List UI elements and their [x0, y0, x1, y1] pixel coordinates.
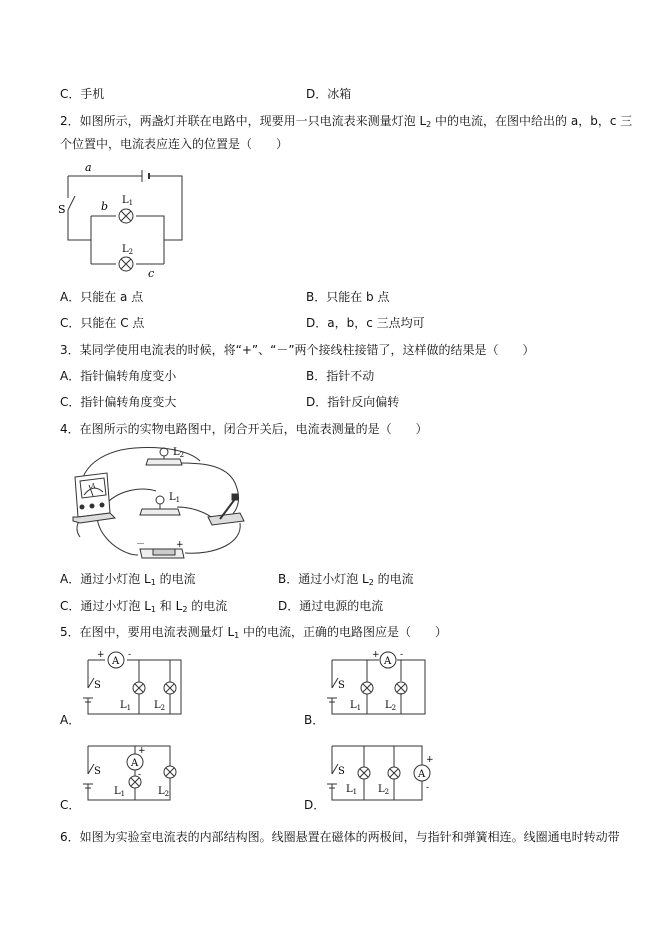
l1-label: $L_1$: [350, 700, 362, 712]
switch-label: S: [94, 766, 101, 777]
plus-label: +: [426, 755, 434, 765]
q2-stem-line1: 2．如图所示，两盏灯并联在电路中，现要用一只电流表来测量灯泡 $L_2$ 中的电流，在图中给出的 a，b，c 三: [60, 114, 633, 129]
ammeter-dial-label: A: [91, 483, 96, 490]
lamp-l1-base: [140, 509, 180, 515]
ammeter-label: A: [418, 769, 426, 780]
battery-plus-label: +: [176, 540, 184, 550]
q3-option-d: D．指针反向偏转: [306, 395, 400, 409]
q5-diagram-a: [78, 648, 188, 718]
ammeter-label: A: [131, 758, 139, 769]
q4-stem: 4．在图所示的实物电路图中，闭合开关后，电流表测量的是（ ）: [60, 422, 428, 436]
minus-label: -: [426, 783, 430, 793]
q4-option-b: B．通过小灯泡 $L_2$ 的电流: [278, 572, 414, 587]
switch-label: S: [94, 680, 101, 691]
lamp-l2-base: [146, 459, 182, 465]
switch-blade: [68, 196, 75, 210]
q5-label-a: A．: [60, 713, 81, 727]
l2-label: $L_2$: [154, 700, 166, 712]
q2-stem-line2: 个位置中，电流表应连入的位置是（ ）: [60, 137, 289, 151]
q2-option-b: B．只能在 b 点: [306, 290, 390, 304]
l2-label: $L_2$: [385, 700, 397, 712]
l1-label: $L_1$: [122, 195, 134, 207]
q3-option-c: C．指针偏转角度变大: [60, 395, 177, 409]
q5-diagram-d: [322, 742, 432, 807]
q3-stem: 3．某同学使用电流表的时候，将“+”、“－”两个接线柱接错了，这样做的结果是（ ）: [60, 343, 535, 357]
point-a-label: a: [85, 161, 92, 174]
minus-label: -: [128, 650, 132, 660]
ammeter-label: A: [112, 656, 120, 667]
q4-physical-circuit-illustration: [60, 443, 260, 561]
plus-label: +: [372, 650, 380, 660]
q2-option-c: C．只能在 C 点: [60, 316, 145, 330]
q1-option-d: D．冰箱: [306, 87, 352, 101]
switch-s-label: S: [58, 203, 66, 216]
q5-stem: 5．在图中，要用电流表测量灯 $L_1$ 中的电流，正确的电路图应是（ ）: [60, 625, 448, 640]
plus-label: +: [97, 650, 105, 660]
switch-label: S: [338, 766, 345, 777]
q4-option-c: C．通过小灯泡 $L_1$ 和 $L_2$ 的电流: [60, 599, 228, 614]
q2-option-d: D．a，b，c 三点均可: [306, 316, 425, 330]
battery-minus-label: －: [136, 540, 146, 550]
q6-stem: 6．如图为实验室电流表的内部结构图。线圈悬置在磁体的两极间，与指针和弹簧相连。线圈通电时转动带: [60, 830, 620, 844]
q3-option-b: B．指针不动: [306, 369, 375, 383]
lamp-l2-bulb: [160, 448, 168, 456]
l2-label: $L_2$: [122, 244, 134, 256]
l1-label: $L_1$: [346, 784, 358, 796]
l2-label: $L_2$: [158, 786, 170, 798]
l1-label: $L_1$: [114, 786, 126, 798]
minus-label: -: [400, 650, 404, 660]
switch-label: S: [338, 680, 345, 691]
lamp-l1-bulb: [156, 496, 164, 504]
q4-option-d: D．通过电源的电流: [278, 599, 384, 613]
q1-option-c: C．手机: [60, 87, 105, 101]
q4-option-a: A．通过小灯泡 $L_1$ 的电流: [60, 572, 196, 587]
q5-diagram-b: [322, 648, 432, 718]
q2-circuit-diagram: [55, 158, 195, 278]
q5-label-c: C．: [60, 798, 81, 812]
l2-label: $L_2$: [378, 784, 390, 796]
q3-option-a: A．指针偏转角度变小: [60, 369, 177, 383]
point-b-label: b: [101, 200, 109, 213]
knife-switch: [208, 513, 244, 525]
minus-label: -: [138, 770, 142, 780]
l1-label: $L_1$: [120, 700, 132, 712]
q5-label-b: B．: [304, 713, 325, 727]
plus-label: +: [138, 746, 146, 756]
ammeter-label: A: [384, 656, 392, 667]
l2-label: $L_2$: [173, 447, 185, 459]
q5-label-d: D．: [304, 798, 326, 812]
q5-diagram-c: [78, 742, 188, 807]
point-c-label: c: [148, 267, 155, 280]
q2-option-a: A．只能在 a 点: [60, 290, 144, 304]
l1-label: $L_1$: [169, 492, 181, 504]
